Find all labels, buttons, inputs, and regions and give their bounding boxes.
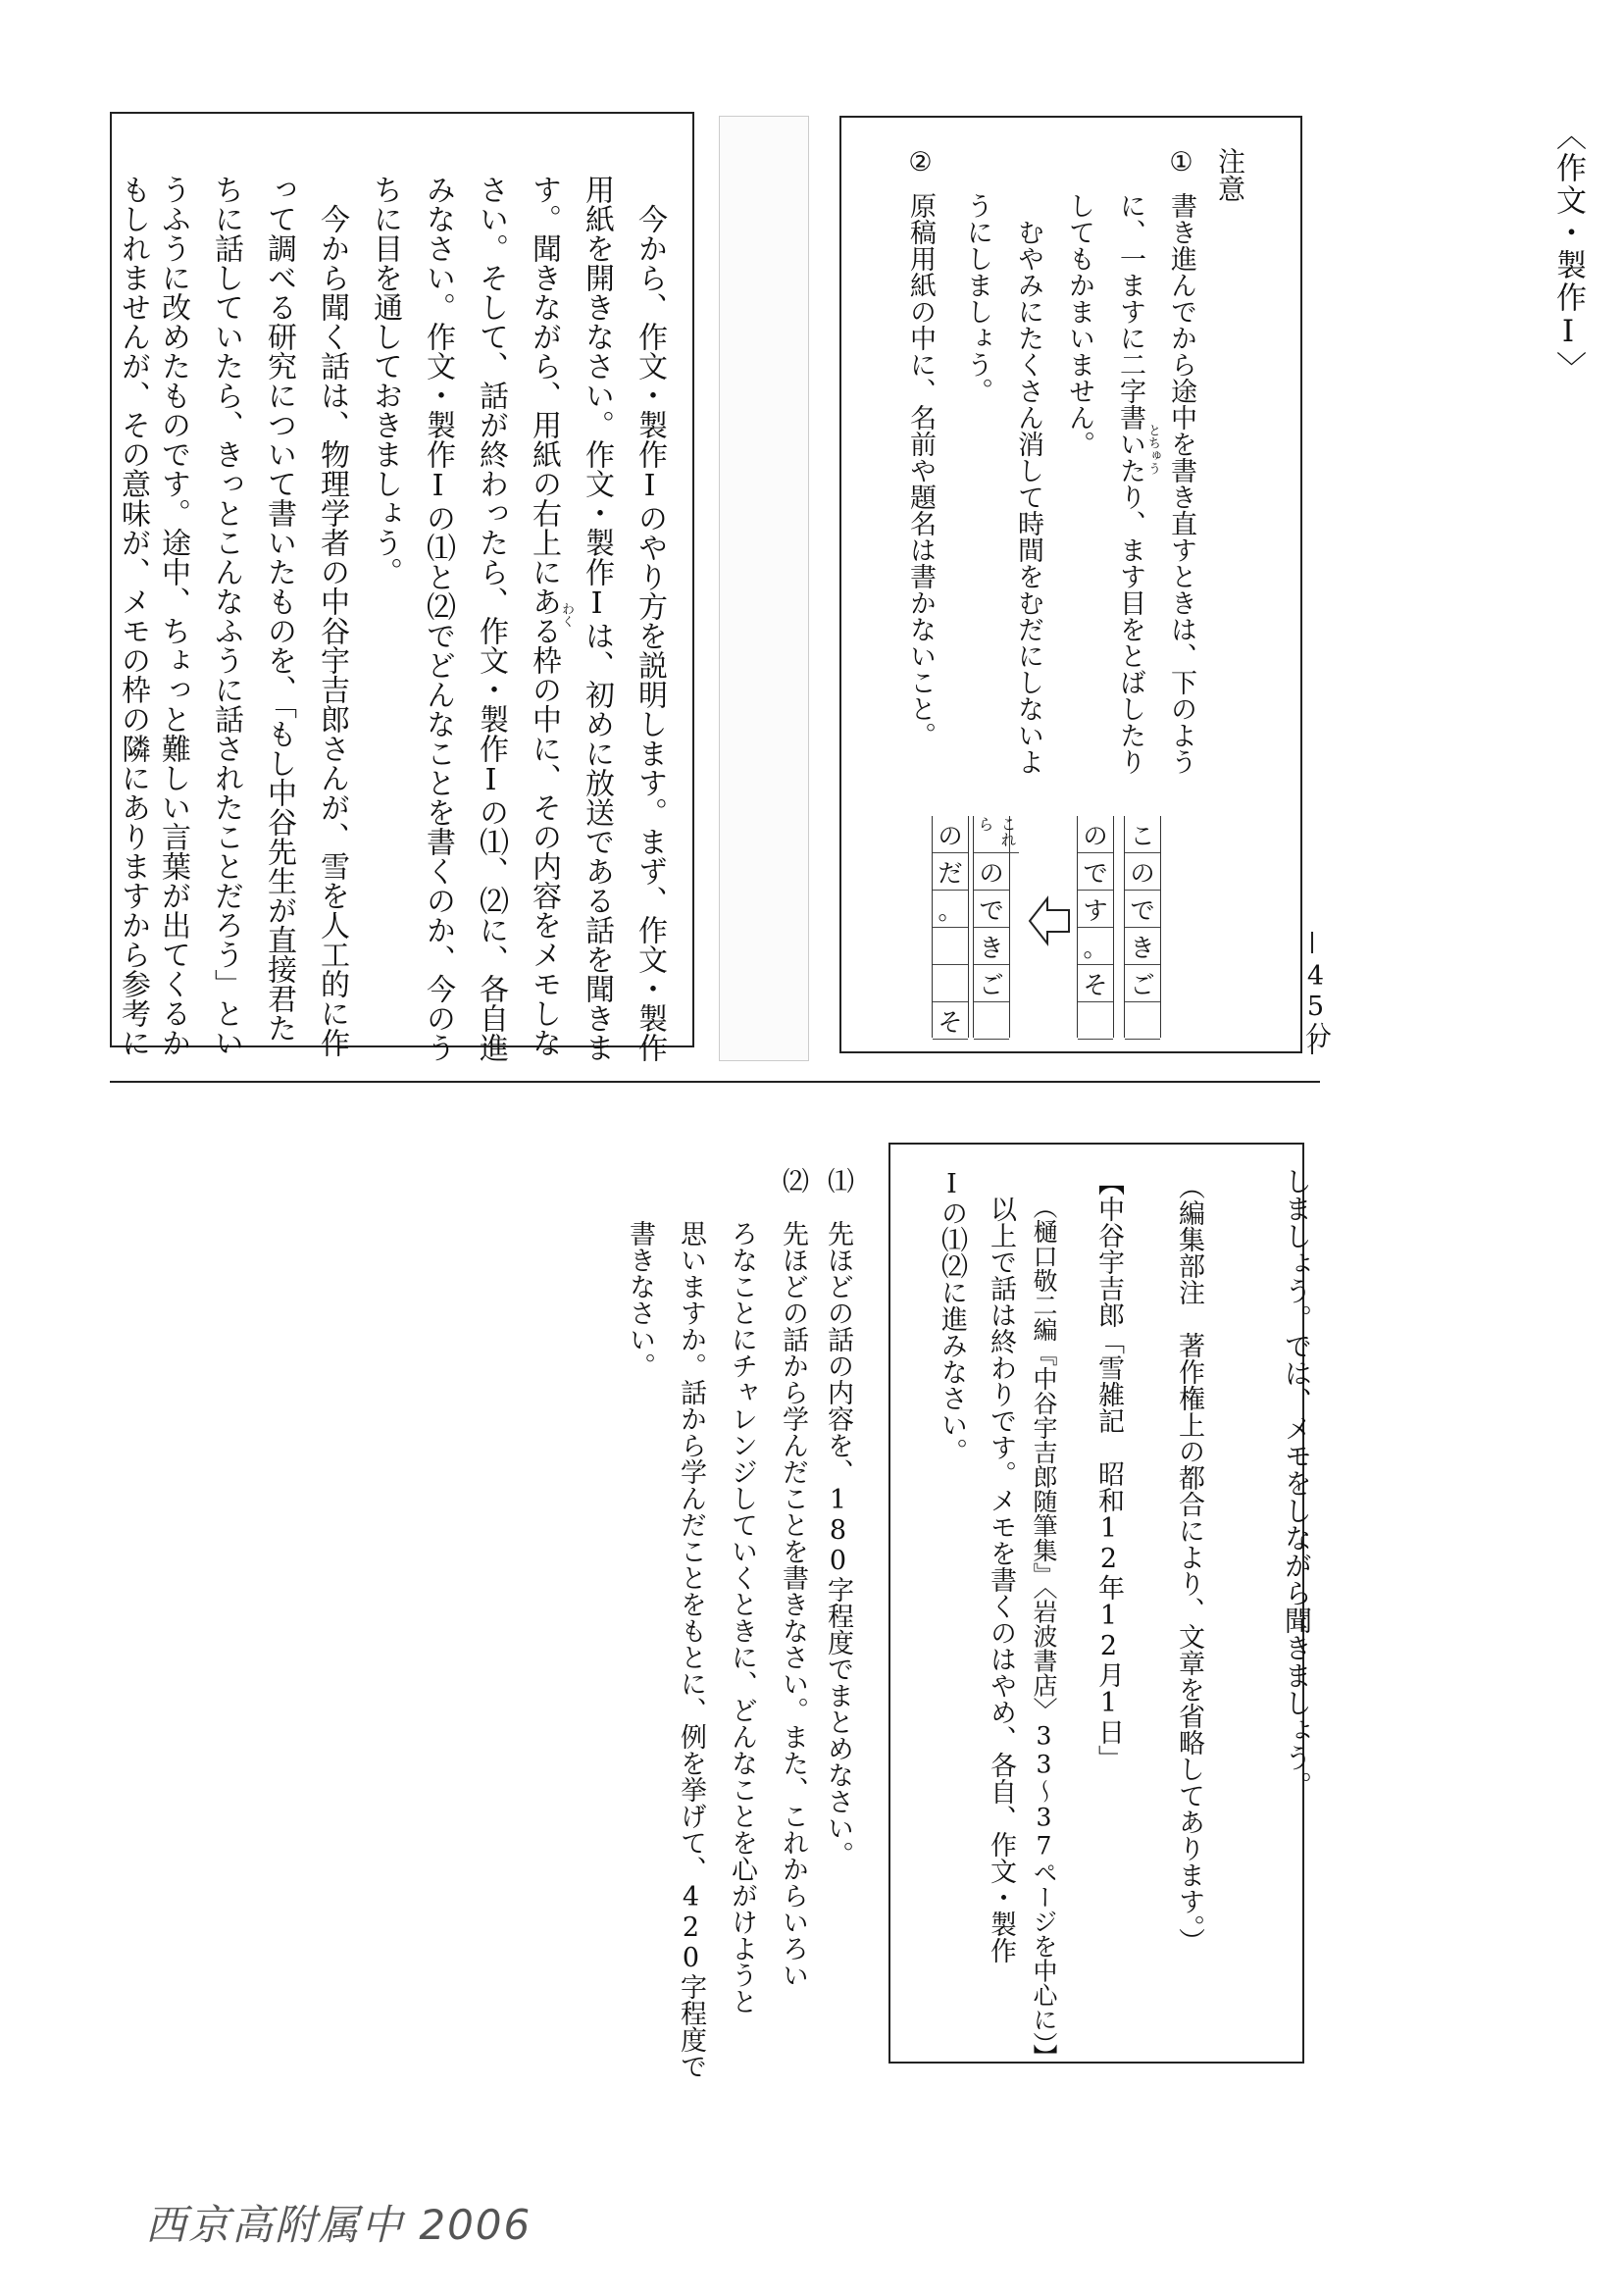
- grid-cell: そ: [1078, 965, 1113, 1002]
- handwritten-note: 西京高附属中 2006: [145, 2201, 533, 2249]
- grid-cell: 。: [1078, 928, 1113, 965]
- grid-cell: ご: [974, 965, 1009, 1002]
- grid-cell: こ: [1125, 816, 1160, 853]
- notes-item1-line: うにしましょう。: [962, 192, 992, 404]
- main-line: みなさい。作文・製作Ⅰの⑴と⑵でどんなことを書くのか、今のう: [421, 175, 455, 1062]
- question-2-line: ⑵ 先ほどの話から学んだことを書きなさい。また、これからいろい: [778, 1167, 808, 1988]
- main-line: さい。そして、話が終わったら、作文・製作Ⅰの⑴、⑵に、各自進: [474, 175, 508, 1062]
- notes-item1-line: に、一ますに二字書いたり、ます目をとばしたり: [1115, 192, 1145, 775]
- lower-line: （編集部注 著作権上の都合により、文章を省略してあります。）: [1174, 1173, 1204, 1955]
- grid-column: [973, 816, 1017, 1038]
- grid-cell: [933, 965, 968, 1002]
- notes-item1-number: ①: [1166, 147, 1196, 178]
- lower-line: Ⅰの⑴⑵に進みなさい。: [937, 1169, 967, 1464]
- grid-cell: で: [1125, 891, 1160, 928]
- grid-cell: の: [974, 853, 1009, 891]
- main-line: す。聞きながら、用紙の右上にある枠の中に、その内容をメモしな: [527, 175, 561, 1057]
- notes-item2-line: 原稿用紙の中に、名前や題名は書かないこと。: [905, 192, 936, 748]
- grid-column: [932, 816, 969, 1038]
- main-line: もしれませんが、その意味が、メモの枠の隣にありますから参考に: [116, 175, 150, 1057]
- main-line: って調べる研究について書いたものを、「もし中谷先生が直接君た: [262, 175, 296, 1043]
- grid-cell: ご: [1125, 965, 1160, 1002]
- grid-cell: で: [1078, 853, 1113, 891]
- section-divider: [110, 1081, 1320, 1083]
- main-line: 今から聞く話は、物理学者の中谷宇吉郎さんが、雪を人工的に作: [315, 175, 349, 1057]
- furigana-waku: わく: [559, 602, 574, 628]
- grid-cell: そ: [933, 1002, 968, 1040]
- grid-column: [1077, 816, 1114, 1038]
- notes-item1-line: むやみにたくさん消して時間をむだにしないよ: [1013, 192, 1043, 775]
- notes-heading: 注意: [1214, 147, 1246, 202]
- grid-cell: き: [974, 928, 1009, 965]
- lower-line: （樋口敬二編『中谷宇吉郎随筆集』〈岩波書店〉33～37ページを中心に）】: [1030, 1195, 1058, 2068]
- question-2-line: ろなことにチャレンジしていくときに、どんなことを心がけようと: [727, 1167, 757, 2014]
- furigana-tochuu: とちゅう: [1145, 424, 1160, 475]
- grid-cell: [974, 1002, 1009, 1040]
- lower-line: しましょう。では、メモをしながら聞きましょう。: [1281, 1167, 1313, 1799]
- grid-cell: き: [1125, 928, 1160, 965]
- main-line: ちに話していたら、きっとこんなふうに話されたことだろう」とい: [209, 175, 243, 1057]
- left-arrow-icon: [1028, 892, 1071, 949]
- question-2-line: 思いますか。話から学んだことをもとに、例を挙げて、420字程度で: [676, 1167, 706, 2079]
- grid-column: [1124, 816, 1161, 1038]
- main-line: ちに目を通しておきましょう。: [368, 175, 402, 586]
- notes-item2-number: ②: [905, 147, 936, 178]
- grid-cell: の: [933, 816, 968, 853]
- grid-cell: す: [1078, 891, 1113, 928]
- main-line: 今から、作文・製作Ⅰのやり方を説明します。まず、作文・製作: [633, 175, 667, 1062]
- blank-strip: [719, 116, 809, 1061]
- notes-item1-line: 書き進んでから途中を書き直すときは、下のよう: [1166, 192, 1196, 775]
- grid-cell: だ: [933, 853, 968, 891]
- grid-cell: の: [1078, 816, 1113, 853]
- grid-cell: [1125, 1002, 1160, 1040]
- page-title: 〈作文・製作Ⅰ〉: [1550, 120, 1586, 383]
- time-limit: 45分: [1300, 961, 1331, 1048]
- grid-cell: [1078, 1002, 1113, 1040]
- lower-line: 【中谷宇吉郎「雪雑記 昭和12年12月1日」: [1093, 1169, 1124, 1771]
- question-1: ⑴ 先ほどの話の内容を、180字程度でまとめなさい。: [823, 1167, 853, 1867]
- main-line: 用紙を開きなさい。作文・製作Ⅰは、初めに放送である話を聞きま: [580, 175, 614, 1062]
- grid-cell: [933, 928, 968, 965]
- question-2-line: 書きなさい。: [625, 1167, 655, 1379]
- grid-cell: の: [1125, 853, 1160, 891]
- grid-cell: 。: [933, 891, 968, 928]
- notes-item1-line: してもかまいません。: [1064, 192, 1094, 457]
- grid-cell: これら: [974, 816, 1019, 853]
- grid-cell: で: [974, 891, 1009, 928]
- lower-line: 以上で話は終わりです。メモを書くのはやめ、各自、作文・製作: [986, 1169, 1016, 1963]
- main-line: うふうに改めたものです。途中、ちょっと難しい言葉が出てくるか: [156, 175, 190, 1057]
